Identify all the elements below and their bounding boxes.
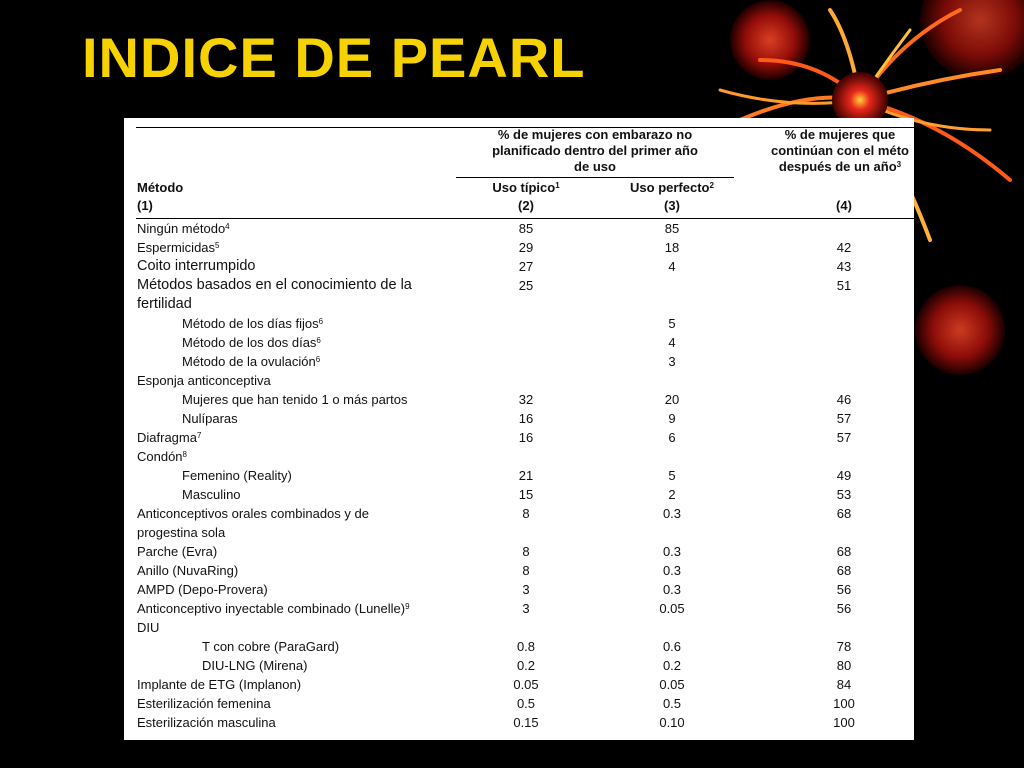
row-label-text: Esponja anticonceptiva [137, 373, 271, 388]
header-col-4: (4) [836, 198, 852, 213]
header-method: Método [137, 180, 184, 195]
cell-typical: 16 [518, 430, 534, 445]
table-row [124, 561, 914, 580]
header-perfect-footnote: 2 [709, 181, 714, 190]
cell-perfect: 0.3 [662, 544, 682, 559]
row-label [137, 219, 467, 238]
table-row [124, 428, 914, 447]
cell-typical: 0.5 [516, 696, 536, 711]
row-label-text: T con cobre (ParaGard) [202, 639, 340, 654]
table-row [124, 675, 914, 694]
table-row [124, 390, 914, 409]
header-typical-text: Uso típico [492, 180, 556, 195]
cell-continue: 84 [836, 677, 852, 692]
row-label [182, 314, 512, 333]
row-label-text: Masculino [182, 487, 241, 502]
cell-perfect: 4 [668, 259, 676, 274]
table-body [124, 219, 914, 732]
row-label-text: Condón [137, 449, 183, 464]
table-row [124, 713, 914, 732]
table-row [124, 656, 914, 675]
row-footnote: 9 [405, 602, 410, 611]
row-label-text: Ningún método [137, 221, 226, 236]
header-perfect-text: Uso perfecto [630, 180, 710, 195]
cell-continue: 53 [836, 487, 852, 502]
table-row [124, 637, 914, 656]
cell-typical: 32 [518, 392, 534, 407]
cell-perfect: 0.10 [659, 715, 685, 730]
cell-continue: 68 [836, 544, 852, 559]
table-row [124, 466, 914, 485]
row-label-text: Anticonceptivo inyectable combinado (Lunelle) [137, 601, 406, 616]
row-label-text: Método de los días fijos [182, 316, 319, 331]
row-label-text: Esterilización masculina [137, 715, 276, 730]
row-label-text: Anillo (NuvaRing) [137, 563, 239, 578]
cell-continue: 42 [836, 240, 852, 255]
table-row [124, 618, 914, 637]
table-row [124, 314, 914, 333]
cell-typical: 15 [518, 487, 534, 502]
cell-perfect: 6 [668, 430, 676, 445]
row-label [137, 618, 467, 637]
row-label [137, 713, 467, 732]
cell-continue: 100 [833, 696, 855, 711]
cell-typical: 27 [518, 259, 534, 274]
pearl-index-table [124, 118, 914, 740]
header-col-1: (1) [137, 198, 153, 213]
row-label [137, 542, 467, 561]
row-label-text: Mujeres que han tenido 1 o más partos [182, 392, 408, 407]
header-cont-line-1: % de mujeres que [784, 127, 896, 142]
cell-perfect: 0.05 [659, 677, 685, 692]
cell-typical: 8 [522, 563, 530, 578]
row-label [137, 238, 467, 257]
cell-perfect: 0.3 [662, 582, 682, 597]
cell-continue: 51 [836, 278, 852, 293]
row-label [182, 352, 512, 371]
row-label-text: Espermicidas [137, 240, 216, 255]
cell-continue: 43 [836, 259, 852, 274]
cell-typical: 3 [522, 601, 530, 616]
cell-typical: 8 [522, 544, 530, 559]
header-group-line-3: de uso [574, 159, 616, 174]
row-label [137, 580, 467, 599]
header-perfect-use [600, 180, 744, 196]
header-group-line-2: planificado dentro del primer año [492, 143, 698, 158]
cell-perfect: 0.6 [662, 639, 682, 654]
table-row [124, 542, 914, 561]
cell-continue: 57 [836, 411, 852, 426]
row-label-text: Método de la ovulación [182, 354, 316, 369]
table-row [124, 409, 914, 428]
row-label-text: Esterilización femenina [137, 696, 271, 711]
table-row [124, 504, 914, 542]
cell-perfect: 3 [668, 354, 676, 369]
row-footnote: 8 [182, 450, 187, 459]
header-cont-line-3-text: después de un año [778, 159, 897, 174]
header-typical-footnote: 1 [555, 181, 560, 190]
row-label [137, 257, 467, 276]
table-row [124, 352, 914, 371]
row-footnote: 6 [318, 317, 324, 326]
table-row [124, 238, 914, 257]
row-label-text: Anticonceptivos orales combinados y de [137, 506, 369, 521]
row-label-text: Nulíparas [182, 411, 238, 426]
row-label [137, 694, 467, 713]
cell-continue: 56 [836, 582, 852, 597]
row-label [137, 504, 467, 542]
cell-continue: 100 [833, 715, 855, 730]
cell-continue: 57 [836, 430, 852, 445]
row-label [137, 371, 467, 390]
row-footnote: 7 [196, 431, 202, 440]
row-footnote: 6 [316, 336, 321, 345]
row-label-text: DIU [137, 620, 160, 635]
cell-perfect: 5 [668, 316, 676, 331]
row-label [137, 276, 467, 314]
header-cont-line-2: continúan con el méto [771, 143, 909, 158]
cell-continue: 78 [836, 639, 852, 654]
cell-typical: 29 [518, 240, 534, 255]
row-label-text: Coito interrumpido [137, 258, 256, 274]
cell-perfect: 18 [664, 240, 680, 255]
table-row [124, 257, 914, 276]
header-continuation [740, 127, 914, 175]
cell-continue: 46 [836, 392, 852, 407]
header-col-2: (2) [518, 198, 534, 213]
cell-continue: 49 [836, 468, 852, 483]
cell-typical: 3 [522, 582, 530, 597]
header-typical-use [454, 180, 598, 196]
cell-perfect: 0.3 [662, 563, 682, 578]
cell-perfect: 85 [664, 221, 680, 236]
row-label-text-2: fertilidad [137, 296, 192, 312]
cell-typical: 0.2 [516, 658, 536, 673]
slide-title: INDICE DE PEARL [82, 26, 586, 89]
cell-continue: 68 [836, 563, 852, 578]
cell-perfect: 9 [668, 411, 676, 426]
cell-perfect: 4 [668, 335, 676, 350]
row-label-text: Diafragma [137, 430, 197, 445]
row-label-text: Métodos basados en el conocimiento de la [137, 277, 412, 293]
row-label-text: Femenino (Reality) [182, 468, 292, 483]
row-footnote: 6 [315, 355, 321, 364]
group-header-rule [456, 177, 734, 178]
table-row [124, 371, 914, 390]
row-label [137, 675, 467, 694]
row-label-text: DIU-LNG (Mirena) [202, 658, 308, 673]
row-label-text: Parche (Evra) [137, 544, 218, 559]
cell-perfect: 5 [668, 468, 676, 483]
header-group-line-1: % de mujeres con embarazo no [497, 127, 693, 142]
row-label-text-2: progestina sola [137, 525, 226, 540]
header-cont-line-3 [740, 159, 914, 175]
header-unplanned-pregnancy [450, 127, 740, 175]
table-row [124, 333, 914, 352]
cell-perfect: 2 [668, 487, 676, 502]
cell-perfect: 0.5 [662, 696, 682, 711]
row-label [137, 561, 467, 580]
cell-perfect: 0.2 [662, 658, 682, 673]
row-label-text: Implante de ETG (Implanon) [137, 677, 302, 692]
row-footnote: 5 [215, 241, 220, 250]
table-row [124, 694, 914, 713]
cell-typical: 21 [518, 468, 534, 483]
cell-perfect: 0.05 [659, 601, 685, 616]
table-row [124, 580, 914, 599]
row-label-text: AMPD (Depo-Provera) [137, 582, 268, 597]
table-row [124, 485, 914, 504]
cell-continue: 56 [836, 601, 852, 616]
table-row [124, 599, 914, 618]
cell-typical: 85 [518, 221, 534, 236]
table-row [124, 276, 914, 314]
cell-typical: 0.8 [516, 639, 536, 654]
cell-typical: 0.15 [513, 715, 539, 730]
table-row [124, 219, 914, 238]
row-label [137, 599, 467, 618]
cell-typical: 8 [522, 506, 530, 521]
cell-perfect: 0.3 [662, 506, 682, 521]
row-label [137, 428, 467, 447]
row-label [182, 333, 512, 352]
cell-typical: 0.05 [513, 677, 539, 692]
cell-continue: 68 [836, 506, 852, 521]
row-label-text: Método de los dos días [182, 335, 317, 350]
table-row [124, 447, 914, 466]
cell-typical: 16 [518, 411, 534, 426]
header-cont-footnote: 3 [896, 160, 902, 169]
cell-typical: 25 [518, 278, 534, 293]
header-col-3: (3) [664, 198, 680, 213]
row-footnote: 4 [225, 222, 230, 231]
row-label [137, 447, 467, 466]
cell-continue: 80 [836, 658, 852, 673]
cell-perfect: 20 [664, 392, 680, 407]
